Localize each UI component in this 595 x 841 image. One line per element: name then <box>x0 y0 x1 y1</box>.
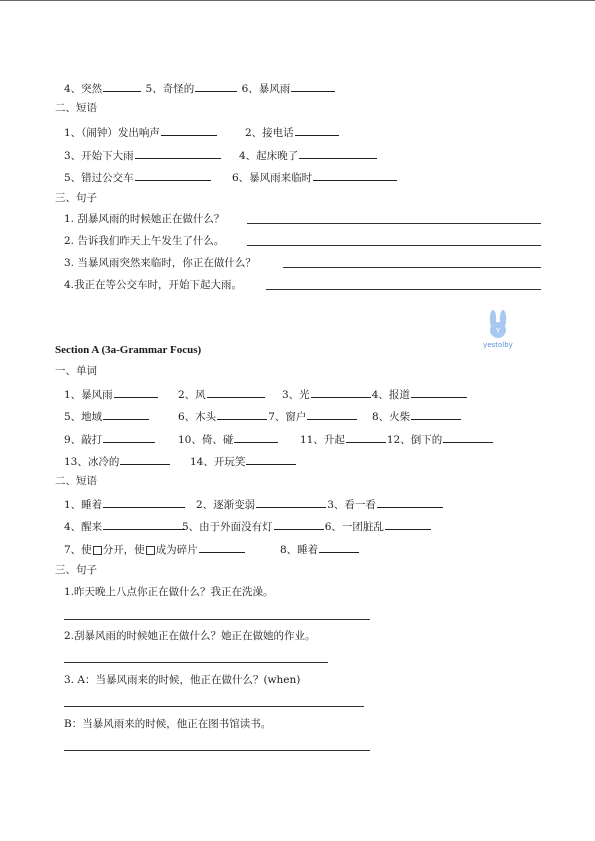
phrase-item: 6、一团脏乱 <box>324 521 384 533</box>
phrase-row <box>232 169 398 185</box>
phrase-row <box>64 496 186 512</box>
answer-blank[interactable] <box>103 408 149 420</box>
word-item: 6、暴风雨 <box>241 83 291 95</box>
section-heading: Section A (3a-Grammar Focus) <box>55 344 202 356</box>
word-row <box>300 431 494 447</box>
phrase-item: 成为碎片 <box>155 544 198 556</box>
phrase-row <box>245 124 340 140</box>
answer-line[interactable] <box>283 267 541 268</box>
word-row <box>64 408 150 424</box>
answer-blank[interactable] <box>234 431 278 443</box>
sentence-item: 2.刮暴风雨的时候她正在做什么？她正在做她的作业。 <box>64 630 316 642</box>
answer-blank[interactable] <box>313 169 397 181</box>
sentence-item: 2. 告诉我们昨天上午发生了什么。 <box>64 235 225 247</box>
answer-blank[interactable] <box>346 431 386 443</box>
answer-line[interactable] <box>64 706 364 707</box>
phrase-item: 5、由于外面没有灯 <box>182 521 273 533</box>
phrase-item: 6、暴风雨来临时 <box>232 172 313 184</box>
svg-text:Y: Y <box>495 327 501 335</box>
svg-text:yestolby: yestolby <box>483 341 513 349</box>
answer-blank[interactable] <box>207 386 265 398</box>
answer-blank[interactable] <box>135 147 221 159</box>
word-row <box>190 453 297 469</box>
word-row <box>64 453 171 469</box>
word-row <box>178 408 358 424</box>
phrase-item: 2、接电话 <box>245 127 294 139</box>
phrase-item: 4、醒来 <box>64 521 103 533</box>
phrase-item: 3、开始下大雨 <box>64 150 134 162</box>
answer-blank[interactable] <box>319 541 359 553</box>
answer-line[interactable] <box>64 662 328 663</box>
answer-blank[interactable] <box>411 408 461 420</box>
phrase-item: 4、起床晚了 <box>239 150 299 162</box>
answer-blank[interactable] <box>295 124 339 136</box>
answer-blank[interactable] <box>307 408 357 420</box>
rabbit-logo-icon <box>476 308 520 352</box>
word-item: 10、倚、碰 <box>178 434 234 446</box>
answer-blank[interactable] <box>103 496 185 508</box>
answer-line[interactable] <box>247 245 541 246</box>
sentence-item: 1. 刮暴风雨的时候她正在做什么？ <box>64 213 225 225</box>
phrase-item: 2、逐渐变弱 <box>196 499 256 511</box>
answer-blank[interactable] <box>103 518 185 530</box>
word-row <box>178 431 279 447</box>
phrase-row <box>182 518 432 534</box>
placeholder-box-icon <box>146 546 155 555</box>
phrase-row <box>64 147 222 163</box>
answer-blank[interactable] <box>299 147 377 159</box>
sentence-item: 3. 当暴风雨突然来临时，你正在做什么？ <box>64 257 256 269</box>
answer-blank[interactable] <box>103 431 155 443</box>
answer-line[interactable] <box>247 223 541 224</box>
sentence-item: 4.我正在等公交车时，开始下起大雨。 <box>64 279 243 291</box>
answer-line[interactable] <box>266 289 541 290</box>
answer-blank[interactable] <box>135 169 211 181</box>
answer-blank[interactable] <box>161 124 217 136</box>
answer-blank[interactable] <box>199 541 245 553</box>
brand-logo <box>476 308 520 352</box>
word-row <box>372 408 462 424</box>
section-title: 二、短语 <box>55 475 97 487</box>
phrase-row <box>239 147 378 163</box>
word-item: 4、突然 <box>64 83 103 95</box>
answer-blank[interactable] <box>274 518 324 530</box>
word-row <box>64 386 159 402</box>
phrase-row <box>196 496 444 512</box>
phrase-row <box>64 169 212 185</box>
answer-blank[interactable] <box>103 80 141 92</box>
phrase-row <box>64 124 218 140</box>
placeholder-box-icon <box>93 546 102 555</box>
answer-blank[interactable] <box>411 386 467 398</box>
answer-blank[interactable] <box>256 496 326 508</box>
word-item: 5、奇怪的 <box>145 83 195 95</box>
word-item: 13、冰冷的 <box>64 456 120 468</box>
phrase-item: 8、睡着 <box>280 544 319 556</box>
word-item: 11、升起 <box>300 434 345 446</box>
answer-blank[interactable] <box>311 386 371 398</box>
phrase-item: 5、错过公交车 <box>64 172 134 184</box>
word-item: 3、光 <box>282 389 310 401</box>
sentence-item: 1.昨天晚上八点你正在做什么？我正在洗澡。 <box>64 586 274 598</box>
answer-blank[interactable] <box>443 431 493 443</box>
word-item: 14、开玩笑 <box>190 456 246 468</box>
answer-blank[interactable] <box>217 408 267 420</box>
word-item: 2、风 <box>178 389 206 401</box>
word-row <box>282 386 468 402</box>
answer-blank[interactable] <box>291 80 335 92</box>
section-title: 三、句子 <box>55 192 97 204</box>
word-row <box>178 386 266 402</box>
phrase-item: 1、睡着 <box>64 499 103 511</box>
phrase-item: 3、看一看 <box>327 499 376 511</box>
answer-blank[interactable] <box>114 386 158 398</box>
section-title: 三、句子 <box>55 564 97 576</box>
phrase-row <box>64 541 246 557</box>
answer-blank[interactable] <box>120 453 170 465</box>
answer-blank[interactable] <box>246 453 296 465</box>
word-item: 5、地域 <box>64 411 103 423</box>
word-item: 4、报道 <box>371 389 410 401</box>
sentence-item: 3. A：当暴风雨来的时候，他正在做什么？(when) <box>64 674 301 686</box>
section-title: 二、短语 <box>55 102 97 114</box>
word-item: 9、敲打 <box>64 434 103 446</box>
phrase-item: 7、使 <box>64 544 92 556</box>
word-row <box>64 431 156 447</box>
answer-blank[interactable] <box>385 518 431 530</box>
word-item: 12、倒下的 <box>386 434 443 446</box>
phrase-row <box>64 518 186 534</box>
phrase-item: 分开，使 <box>102 544 145 556</box>
words-row-upper <box>64 80 336 96</box>
phrase-row <box>280 541 360 557</box>
word-item: 6、木头 <box>178 411 217 423</box>
word-item: 1、暴风雨 <box>64 389 113 401</box>
answer-line[interactable] <box>64 750 370 751</box>
answer-blank[interactable] <box>195 80 237 92</box>
header-rule <box>0 0 595 1</box>
word-item: 8、火柴 <box>372 411 411 423</box>
answer-line[interactable] <box>64 619 370 620</box>
section-title: 一、单词 <box>55 365 97 377</box>
sentence-item: B：当暴风雨来的时候，他正在图书馆读书。 <box>64 718 272 730</box>
answer-blank[interactable] <box>377 496 443 508</box>
phrase-item: 1、（闹钟）发出响声 <box>64 127 160 139</box>
word-item: 7、窗户 <box>268 411 307 423</box>
